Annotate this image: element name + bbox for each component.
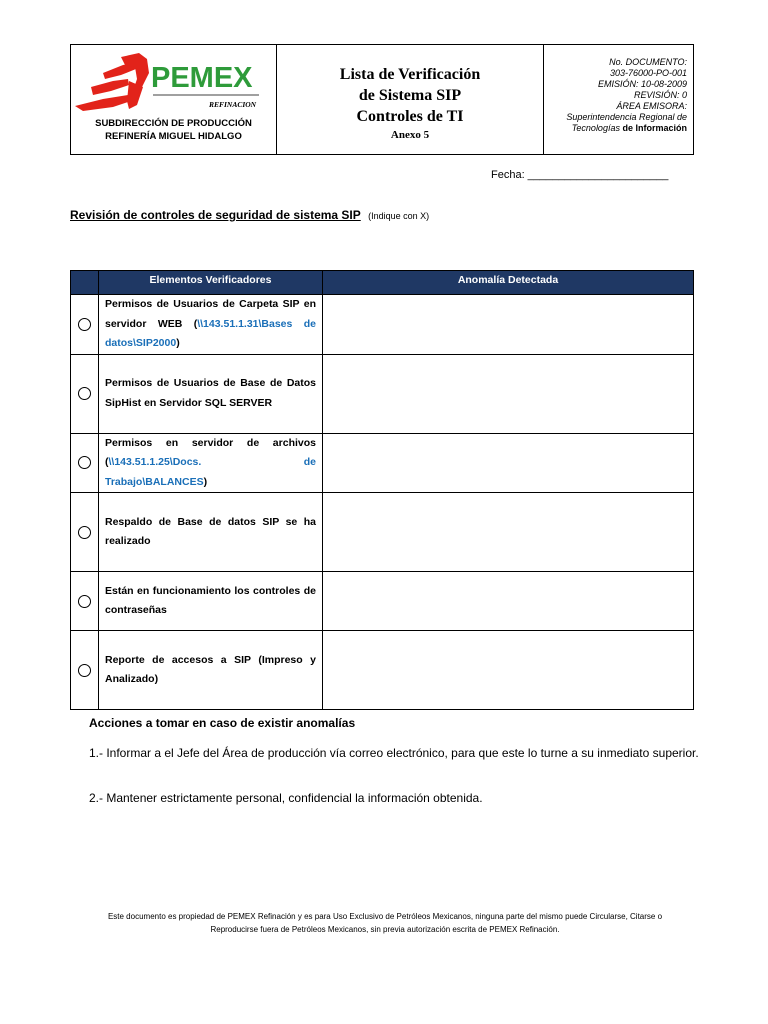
header-elements: Elementos Verificadores [99, 271, 323, 295]
table-row [71, 433, 694, 493]
subdirection-block [71, 117, 276, 143]
sub-line1: SUBDIRECCIÓN DE PRODUCCIÓN [95, 118, 252, 129]
element-text: Permisos de Usuarios de Base de Datos SipHist en Servidor SQL SERVER [105, 377, 316, 409]
verification-element [99, 354, 323, 433]
table-header-row [71, 271, 694, 295]
document-title [277, 64, 543, 127]
action-item-2: 2.- Mantener estrictamente personal, confidencial la información obtenida. [89, 791, 483, 805]
header-title-cell [277, 45, 544, 154]
brand-name: PEMEX [151, 62, 253, 94]
footer-notice [80, 910, 690, 936]
area-line1: Superintendencia Regional de [566, 112, 687, 122]
pemex-logo [73, 51, 273, 113]
revision: REVISIÓN: 0 [633, 90, 687, 100]
radio-circle-icon[interactable] [78, 318, 91, 331]
element-text: Respaldo de Base de datos SIP se ha realizado [105, 515, 316, 547]
verification-element [99, 295, 323, 355]
element-text: Permisos en servidor de archivos ( [105, 436, 316, 468]
radio-circle-icon[interactable] [78, 526, 91, 539]
action-item-1: 1.- Informar a el Jefe del Área de producción vía correo electrónico, para que este lo turne a su inmediato superior. [89, 746, 699, 760]
checkbox-cell[interactable] [71, 493, 99, 572]
actions-title: Acciones a tomar en caso de existir anomalías [89, 716, 356, 730]
area-line2-a: Tecnologías [571, 123, 620, 133]
header-anomaly: Anomalía Detectada [323, 271, 694, 295]
element-text-end: ) [176, 337, 180, 349]
checkbox-cell[interactable] [71, 433, 99, 493]
checkbox-cell[interactable] [71, 572, 99, 631]
header-blank [71, 271, 99, 295]
element-path-link[interactable]: \\143.51.1.31\Bases de datos\SIP2000 [105, 317, 316, 349]
doc-no: 303-76000-PO-001 [609, 68, 687, 78]
verification-element [99, 572, 323, 631]
document-header [70, 44, 694, 155]
area-line2-b: de Información [622, 123, 687, 133]
anomaly-cell[interactable] [323, 493, 694, 572]
doc-no-label: No. DOCUMENTO: [609, 57, 687, 67]
verification-element [99, 433, 323, 493]
radio-circle-icon[interactable] [78, 387, 91, 400]
brand-division: REFINACION [209, 100, 257, 109]
anomaly-cell[interactable] [323, 433, 694, 493]
element-text: Permisos de Usuarios de Carpeta SIP en servidor WEB ( [105, 298, 316, 330]
sub-line2: REFINERÍA MIGUEL HIDALGO [105, 131, 242, 142]
area-label: ÁREA EMISORA: [616, 101, 687, 111]
footer-line2: Reproducirse fuera de Petróleos Mexicanos, sin previa autorización escrita de PEMEX Refinación. [210, 925, 560, 934]
area-line2 [544, 123, 687, 134]
review-heading [70, 208, 429, 222]
table-row [71, 631, 694, 710]
element-path-link[interactable]: \\143.51.1.25\Docs. de Trabajo\BALANCES [105, 456, 316, 488]
document-meta [544, 45, 693, 154]
radio-circle-icon[interactable] [78, 664, 91, 677]
element-text-end: ) [203, 475, 208, 488]
table-row [71, 572, 694, 631]
table-row [71, 493, 694, 572]
date-field[interactable]: Fecha: _______________________ [491, 169, 669, 181]
verification-element [99, 631, 323, 710]
anomaly-cell[interactable] [323, 354, 694, 433]
radio-circle-icon[interactable] [78, 595, 91, 608]
radio-circle-icon[interactable] [78, 456, 91, 469]
anomaly-cell[interactable] [323, 295, 694, 355]
emission: EMISIÓN: 10-08-2009 [597, 79, 687, 89]
verification-element [99, 493, 323, 572]
footer-line1: Este documento es propiedad de PEMEX Refinación y es para Uso Exclusivo de Petróleos Mexicanos, ninguna parte del mismo puede Circularse, Citarse o [107, 912, 663, 921]
header-logo-cell [71, 45, 277, 154]
review-note: (Indique con X) [368, 211, 430, 221]
checkbox-cell[interactable] [71, 295, 99, 355]
review-title: Revisión de controles de seguridad de sistema SIP [70, 208, 361, 222]
checkbox-cell[interactable] [71, 631, 99, 710]
element-text: Están en funcionamiento los controles de contraseñas [105, 584, 316, 616]
title-line1: Lista de Verificación [339, 66, 481, 83]
annex-label: Anexo 5 [390, 129, 430, 141]
table-row [71, 295, 694, 355]
table-row [71, 354, 694, 433]
anomaly-cell[interactable] [323, 631, 694, 710]
element-text: Reporte de accesos a SIP (Impreso y Analizado) [105, 653, 316, 685]
title-line3: Controles de TI [356, 108, 464, 125]
anomaly-cell[interactable] [323, 572, 694, 631]
checkbox-cell[interactable] [71, 354, 99, 433]
pegasus-icon [75, 53, 149, 111]
checklist-table [70, 270, 694, 710]
title-line2: de Sistema SIP [358, 87, 462, 104]
